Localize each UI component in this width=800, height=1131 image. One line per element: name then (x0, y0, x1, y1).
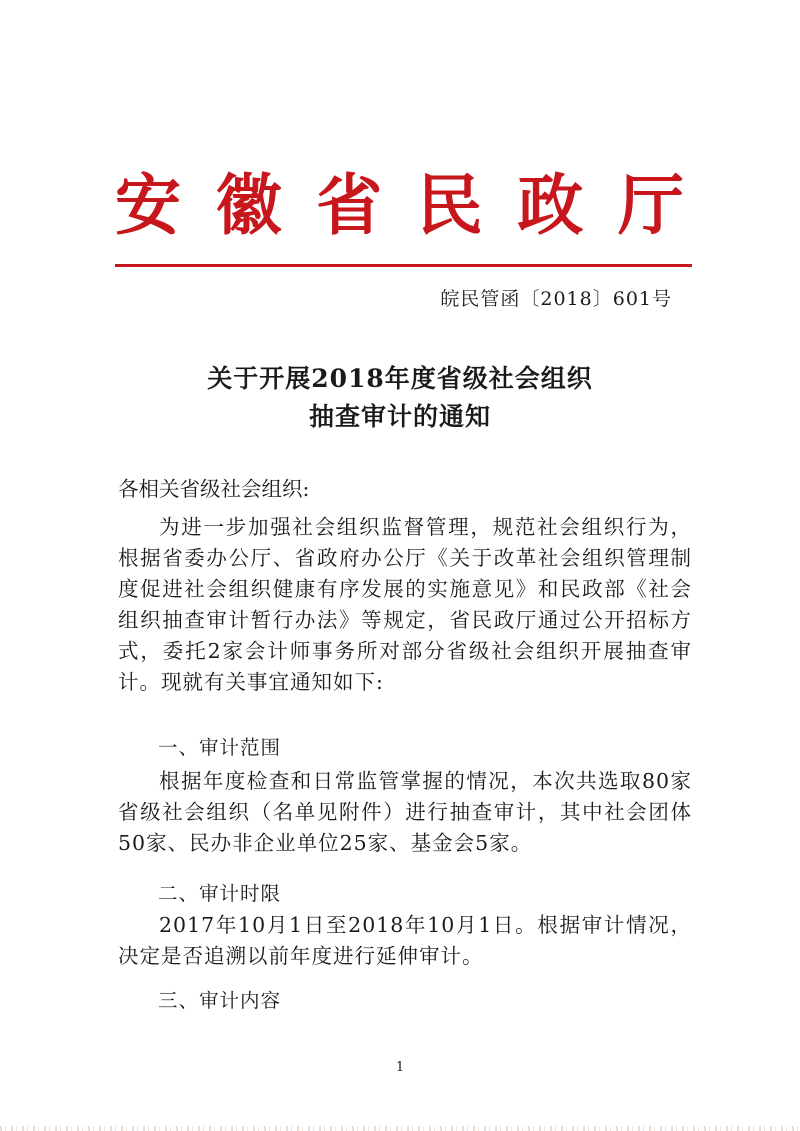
issuing-authority-title: 安徽省民政厅 (115, 166, 690, 244)
document-title-line-1: 关于开展2018年度省级社会组织 (207, 364, 593, 393)
section-heading-audit-scope: 一、审计范围 (158, 736, 282, 759)
salutation: 各相关省级社会组织: (118, 477, 310, 501)
scan-edge-speckle (0, 1126, 800, 1131)
section-text-audit-period: 2017年10月1日至2018年10月1日。根据审计情况，决定是否追溯以前年度进行延伸审计。 (118, 913, 692, 968)
section-text-audit-scope: 根据年度检查和日常监管掌握的情况，本次共选取80家省级社会组织（名单见附件）进行抽查审计，其中社会团体50家、民办非企业单位25家、基金会5家。 (118, 769, 692, 855)
intro-paragraph: 为进一步加强社会组织监督管理，规范社会组织行为，根据省委办公厅、省政府办公厅《关于改革社会组织管理制度促进社会组织健康有序发展的实施意见》和民政部《社会组织抽查审计暂行办法》等规定，省民政厅通过公开招标方式，委托2家会计师事务所对部分省级社会组织开展抽查审计。现就有关事宜通知如下: (118, 515, 692, 694)
document-title (0, 360, 800, 436)
document-title-line-2: 抽查审计的通知 (308, 402, 491, 431)
section-heading-audit-content: 三、审计内容 (158, 989, 282, 1012)
page-number: 1 (395, 1060, 405, 1075)
document-number: 皖民管函〔2018〕601号 (440, 288, 672, 310)
header-red-rule (115, 264, 692, 267)
section-heading-audit-period: 二、审计时限 (158, 882, 282, 905)
